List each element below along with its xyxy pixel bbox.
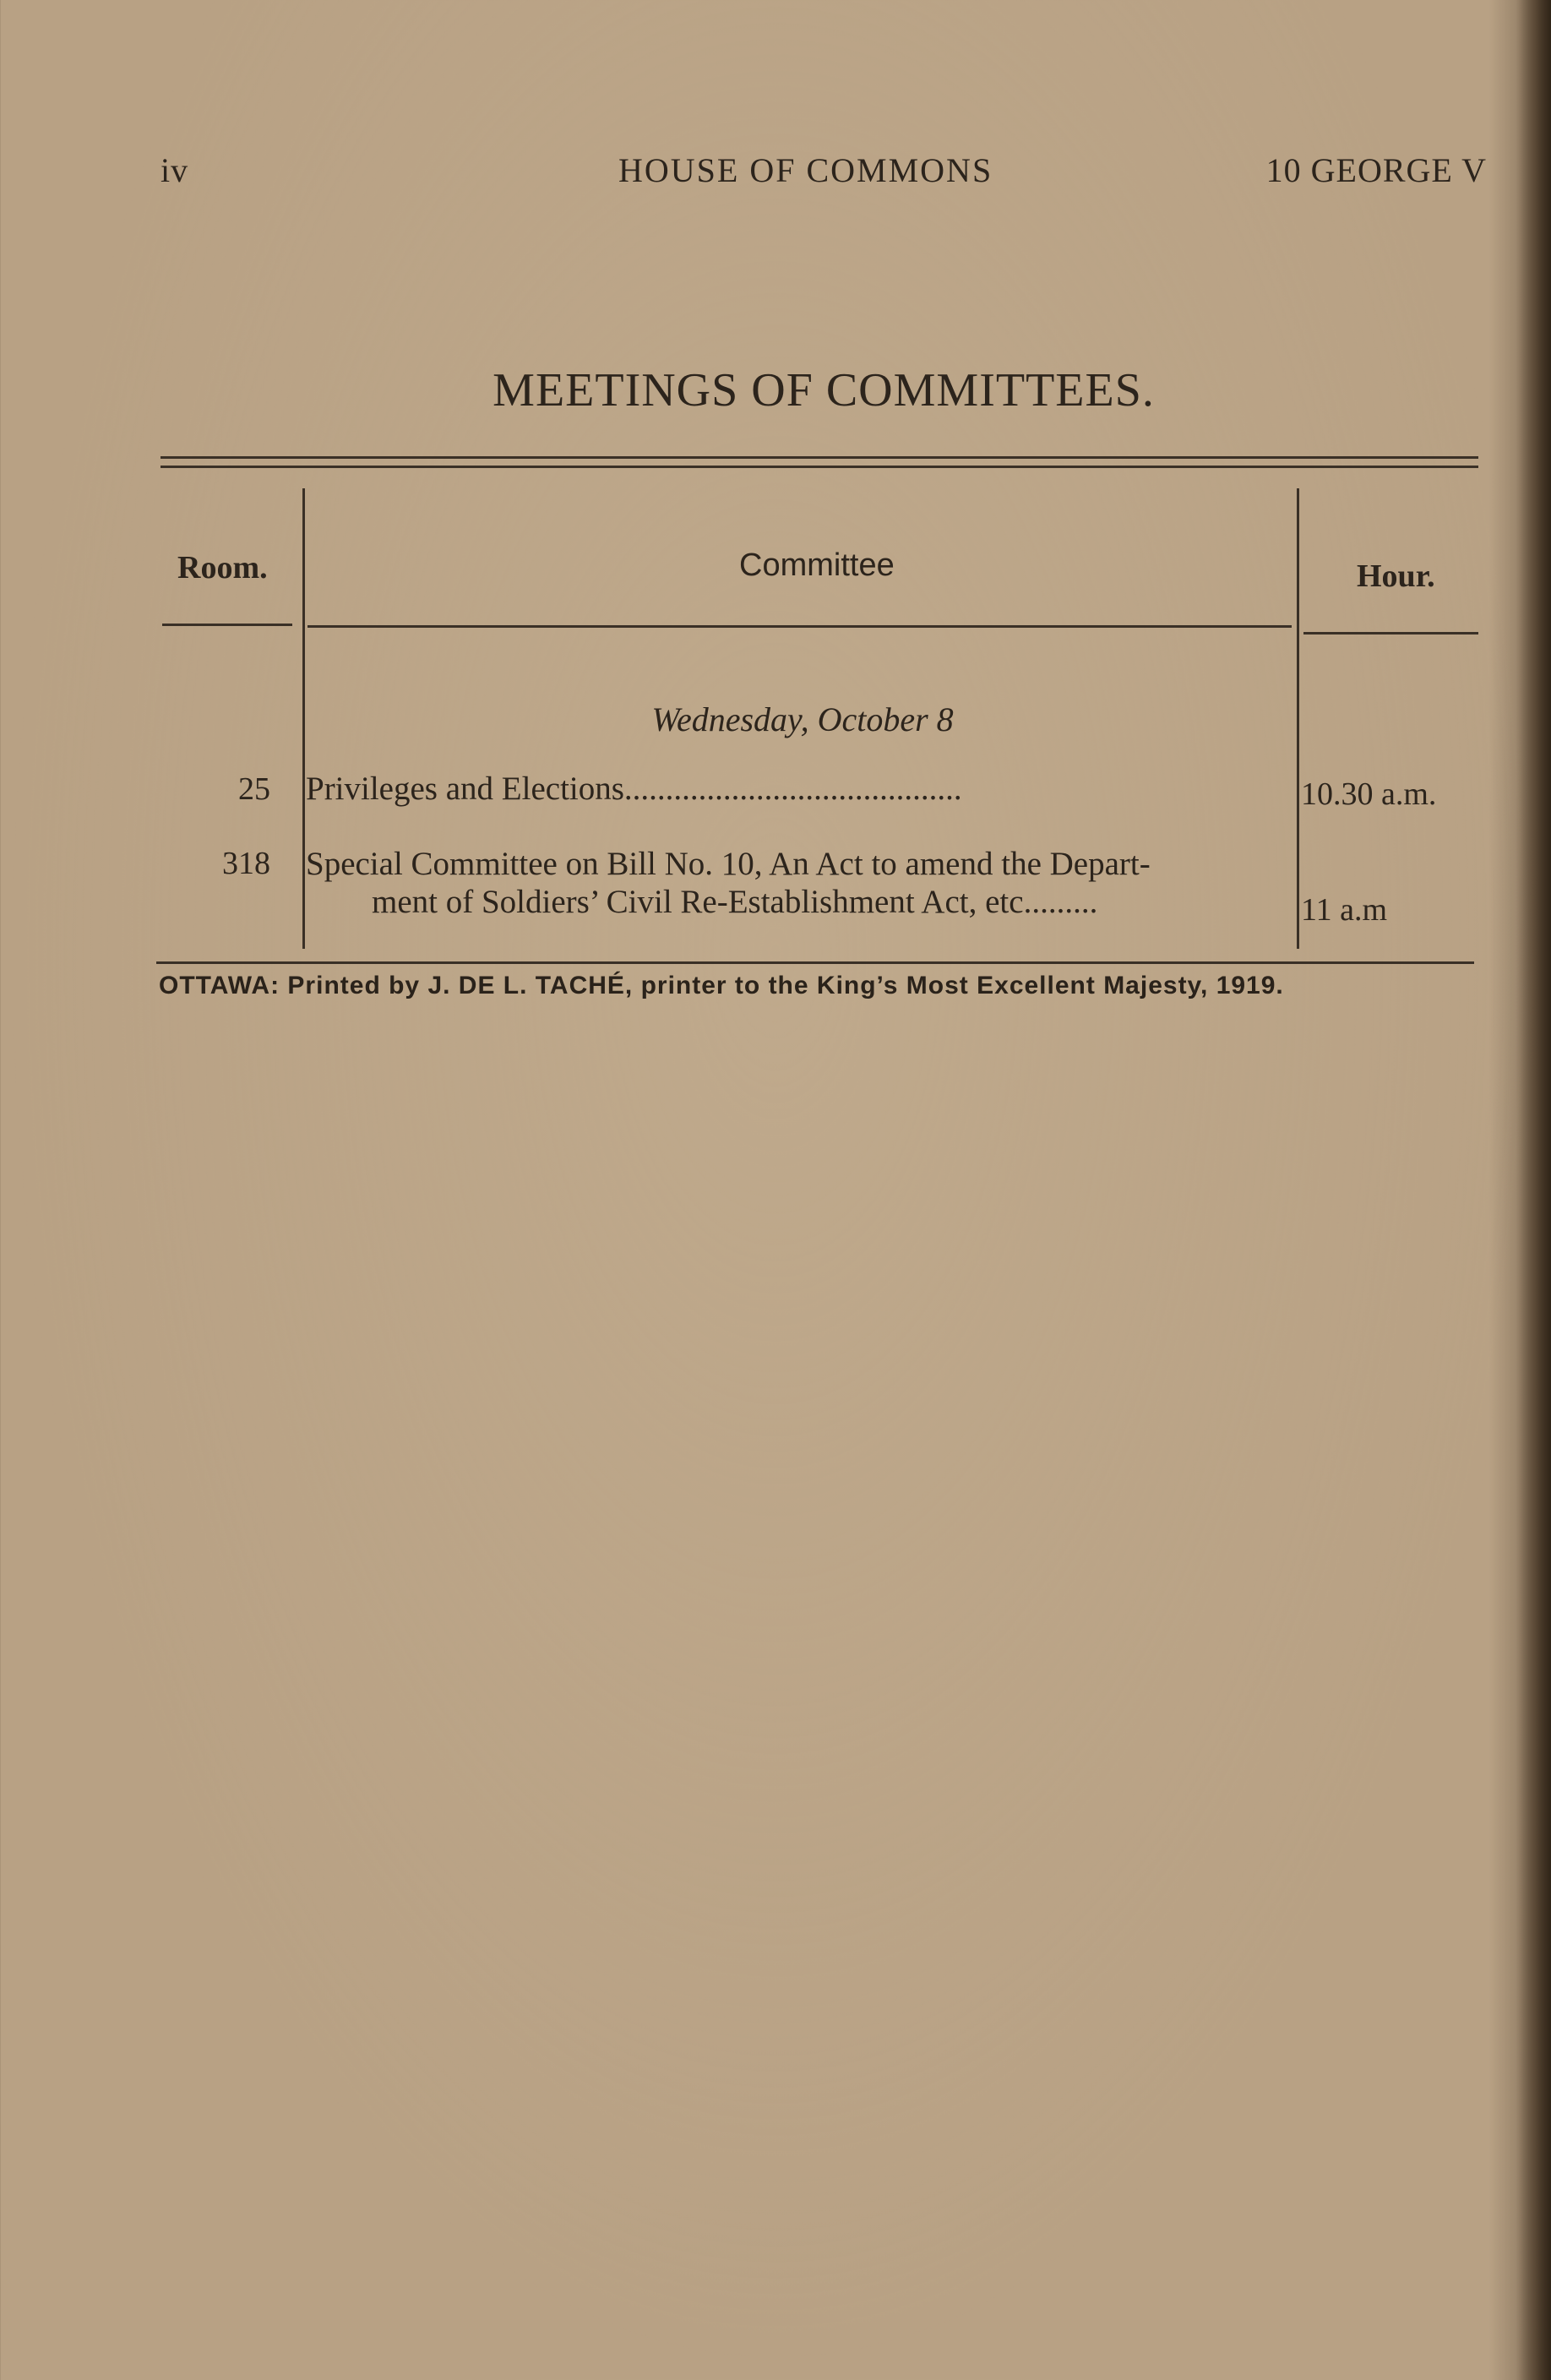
reign-label: 10 GEORGE V (1265, 151, 1487, 189)
room-number: 318 (222, 846, 270, 881)
room-number: 25 (238, 771, 270, 807)
column-header-hour: Hour. (1357, 558, 1435, 594)
running-head (161, 150, 1487, 201)
header-rule-room (162, 624, 292, 626)
running-title: HOUSE OF COMMONS (618, 151, 993, 189)
committee-name: Privileges and Elections......................................... (306, 771, 962, 807)
committee-name-continued: ment of Soldiers’ Civil Re-Establishment Act, etc......... (372, 884, 1098, 920)
page-edge-shadow (1516, 0, 1551, 2380)
column-header-committee: Committee (739, 547, 895, 583)
printer-imprint: OTTAWA: Printed by J. DE L. TACHÉ, printer to the King’s Most Excellent Majesty, 1919. (159, 972, 1284, 999)
meeting-date: Wednesday, October 8 (651, 700, 954, 738)
meeting-hour: 11 a.m (1301, 892, 1388, 928)
title-double-rule (161, 456, 1478, 468)
header-rule-hour (1303, 632, 1478, 634)
column-header-room: Room. (177, 550, 268, 585)
page-number: iv (161, 151, 189, 189)
meeting-hour: 10.30 a.m. (1301, 776, 1437, 812)
committee-name: Special Committee on Bill No. 10, An Act to amend the Depart- (306, 846, 1151, 882)
header-rule-committee (307, 625, 1292, 628)
imprint-rule (156, 961, 1474, 964)
page-title: MEETINGS OF COMMITTEES. (493, 364, 1155, 417)
